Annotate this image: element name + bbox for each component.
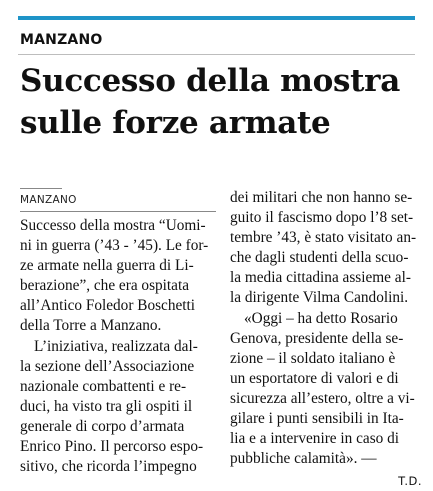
body-line: guito il fascismo dopo l’8 set- (230, 209, 414, 227)
body-column-left (20, 188, 216, 477)
section-rule-top (20, 188, 62, 189)
body-line: «Oggi – ha detto Rosario (244, 309, 398, 327)
body-line: tembre ’43, è stato visitato an- (230, 229, 417, 247)
kicker-divider (18, 54, 415, 55)
body-line: Enrico Pino. Il percorso espo- (20, 438, 204, 456)
body-line: duci, ha visto tra gli ospiti il (20, 397, 193, 415)
body-line: la media cittadina assieme al- (230, 269, 411, 287)
body-line: berazione”, che era ospitata (20, 277, 190, 295)
body-line: Genova, presidente della se- (230, 329, 404, 347)
body-line: la dirigente Vilma Candolini. (230, 289, 409, 307)
author-signature: T.D. (398, 474, 422, 489)
section-label: MANZANO (20, 194, 77, 206)
body-line: la sezione dell’Associazione (20, 357, 195, 375)
headline-line-1: Successo della mostra (20, 63, 400, 99)
accent-bar (18, 16, 415, 20)
body-line: generale di corpo d’armata (20, 417, 185, 435)
body-line: all’Antico Foledor Boschetti (20, 297, 196, 315)
body-line: Successo della mostra “Uomi- (20, 217, 206, 234)
body-line: un esportatore di valori e di (230, 369, 399, 387)
body-line: della Torre a Manzano. (20, 317, 162, 335)
body-line: zione – il soldato italiano è (230, 349, 396, 367)
body-line: sicurezza all’estero, oltre a vi- (230, 389, 415, 407)
headline-line-2: sulle forze armate (20, 105, 331, 141)
body-line: ni in guerra (’43 - ’45). Le for- (20, 237, 209, 255)
body-line: gilare i punti sensibili in Ita- (230, 410, 404, 428)
body-line: dei militari che non hanno se- (230, 189, 413, 206)
body-line: L’iniziativa, realizzata dal- (34, 337, 198, 355)
kicker-label: MANZANO (20, 32, 103, 48)
headline (20, 60, 420, 144)
body-line: pubbliche calamità». — (230, 450, 377, 468)
body-line: che dagli studenti della scuo- (230, 249, 409, 267)
body-line: ze armate nella guerra di Li- (20, 257, 194, 275)
body-line: nazionale combattenti e re- (20, 377, 187, 395)
section-rule-bottom (20, 211, 216, 212)
body-line: lia e a intervenire in caso di (230, 430, 400, 448)
body-column-right (230, 188, 422, 491)
body-line: sitivo, che ricorda l’impegno (20, 458, 197, 476)
